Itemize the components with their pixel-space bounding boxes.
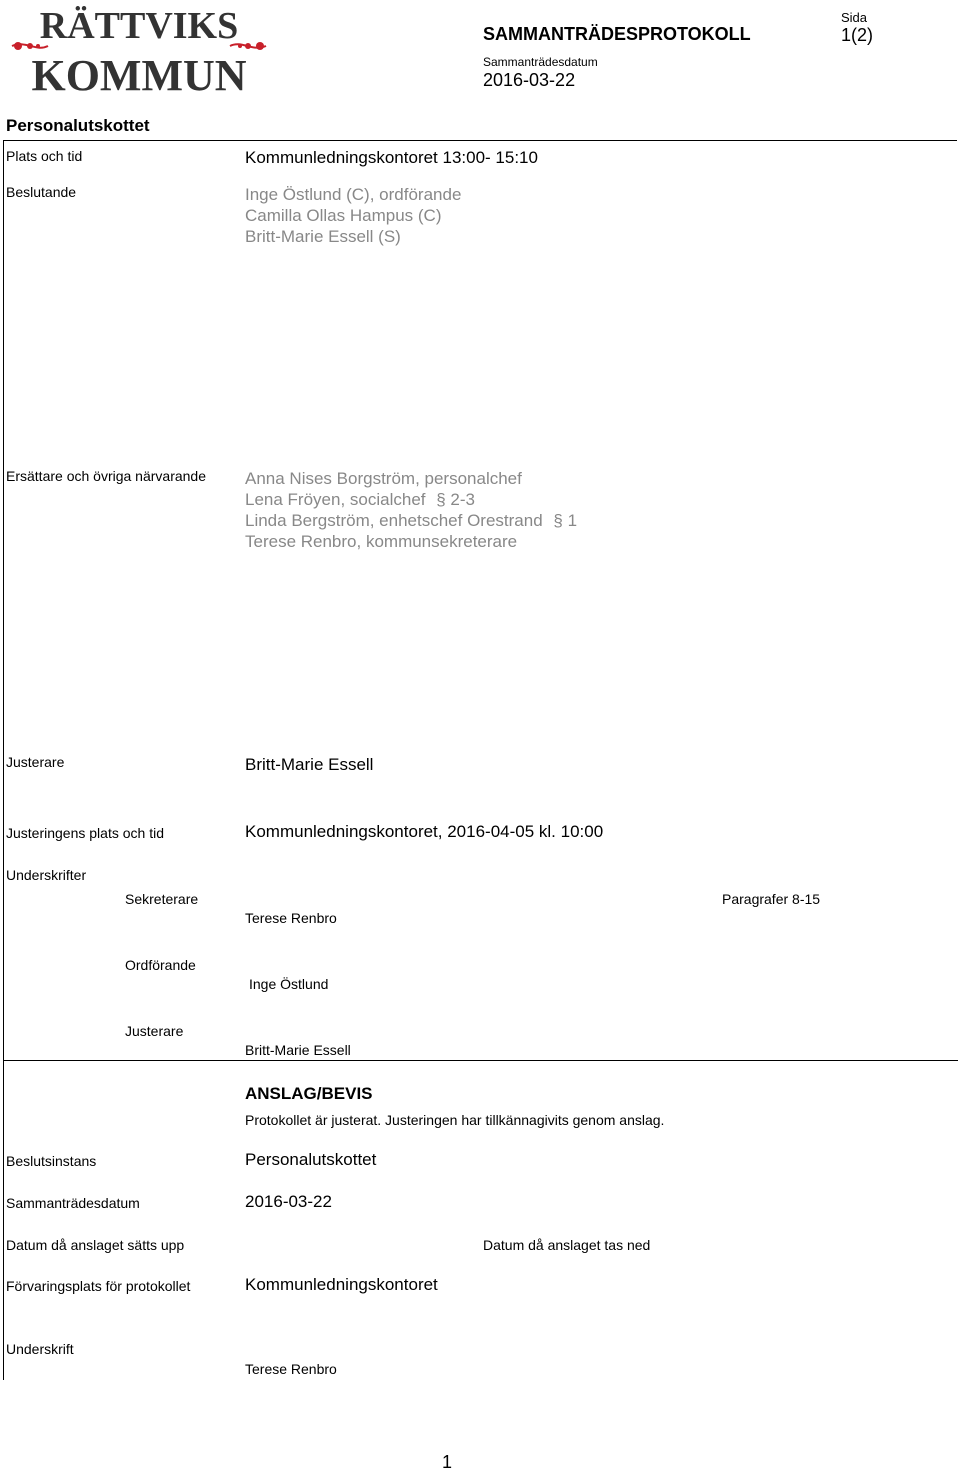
decision-member: Camilla Ollas Hampus (C)	[245, 206, 442, 225]
adjust-place-value: Kommunledningskontoret, 2016-04-05 kl. 10:00	[245, 822, 604, 841]
adjuster-value: Britt-Marie Essell	[245, 755, 374, 774]
logo-graphic	[8, 2, 270, 98]
header-date: 2016-03-22	[483, 70, 576, 90]
attendee-paragraphs: § 1	[553, 511, 578, 530]
storage-label: Förvaringsplats för protokollet	[6, 1278, 191, 1294]
body-value: Personalutskottet	[245, 1150, 377, 1169]
title-rule	[3, 140, 957, 141]
logo-line1: RÄTTVIKS	[39, 5, 239, 47]
document-title: SAMMANTRÄDESPROTOKOLL	[483, 24, 751, 44]
notice-date-value: 2016-03-22	[245, 1192, 332, 1211]
attendee	[245, 532, 517, 552]
signature-label: Underskrift	[6, 1341, 74, 1357]
sig-adjuster-name: Britt-Marie Essell	[245, 1042, 351, 1058]
notice-text: Protokollet är justerat. Justeringen har tillkännagivits genom anslag.	[245, 1112, 665, 1128]
paragraphs: Paragrafer 8-15	[722, 891, 821, 907]
municipality-logo	[8, 2, 270, 98]
place-label: Plats och tid	[6, 148, 83, 164]
attendee-name: Linda Bergström, enhetschef Orestrand	[245, 511, 543, 530]
attendee-name: Lena Fröyen, socialchef	[245, 490, 426, 509]
page-value: 1(2)	[841, 25, 874, 45]
chair-label: Ordförande	[125, 957, 196, 973]
secretary-label: Sekreterare	[125, 891, 199, 907]
footer-page-number: 1	[442, 1452, 453, 1472]
place-value: Kommunledningskontoret 13:00- 15:10	[245, 148, 538, 167]
section-title: Personalutskottet	[6, 116, 150, 135]
attendee	[245, 511, 577, 531]
secretary-name: Terese Renbro	[245, 910, 337, 926]
attendee	[245, 469, 522, 489]
posted-label: Datum då anslaget sätts upp	[6, 1237, 185, 1253]
removed-label: Datum då anslaget tas ned	[483, 1237, 651, 1253]
notice-title: ANSLAG/BEVIS	[245, 1084, 373, 1103]
attendee	[245, 490, 475, 510]
header-date-label: Sammanträdesdatum	[483, 55, 598, 69]
storage-value: Kommunledningskontoret	[245, 1275, 438, 1294]
others-label: Ersättare och övriga närvarande	[6, 468, 206, 484]
decision-member: Britt-Marie Essell (S)	[245, 227, 401, 246]
attendee-name: Terese Renbro, kommunsekreterare	[245, 532, 518, 551]
notice-rule	[3, 1060, 958, 1061]
signature-name: Terese Renbro	[245, 1361, 337, 1377]
page-label: Sida	[841, 10, 868, 25]
left-border	[3, 140, 4, 1380]
decision-label: Beslutande	[6, 184, 77, 200]
logo-line2: KOMMUN	[31, 51, 247, 98]
attendee-paragraphs: § 2-3	[436, 490, 475, 509]
sig-adjuster-label: Justerare	[125, 1023, 184, 1039]
adjust-place-label: Justeringens plats och tid	[6, 825, 164, 841]
attendee-name: Anna Nises Borgström, personalchef	[245, 469, 522, 488]
adjuster-label: Justerare	[6, 754, 65, 770]
signatures-label: Underskrifter	[6, 867, 87, 883]
notice-date-label: Sammanträdesdatum	[6, 1195, 140, 1211]
chair-name: Inge Östlund	[249, 976, 329, 992]
decision-member: Inge Östlund (C), ordförande	[245, 185, 462, 204]
body-label: Beslutsinstans	[6, 1153, 97, 1169]
